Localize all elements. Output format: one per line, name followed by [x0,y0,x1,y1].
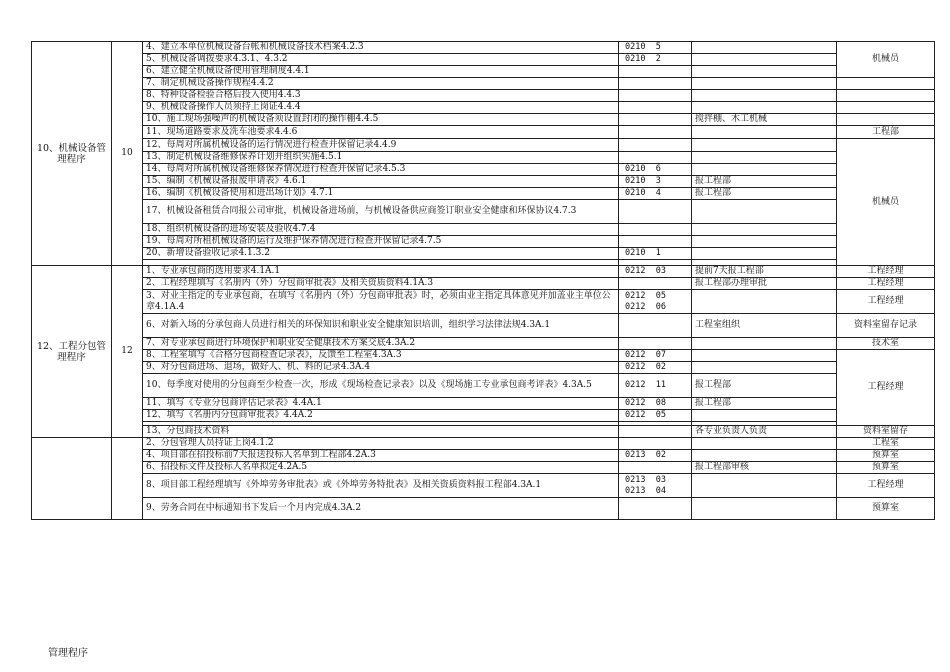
remark [692,164,837,176]
remark: 搅拌棚、木工机械 [692,114,837,126]
remark [692,126,837,139]
table-row [32,498,935,520]
remark: 报工程部审核 [692,462,837,474]
remark [692,350,837,362]
table-row [32,278,935,290]
table-row [32,462,935,474]
table-row [32,266,935,278]
remark [692,248,837,260]
responsible-party [837,78,935,90]
record-code: 0212 03 [619,266,692,278]
record-code: 0213 03 0213 04 [619,474,692,498]
procedure-group-label [32,438,112,520]
table-row [32,42,935,54]
remark [692,498,837,520]
record-code [619,224,692,236]
table-row [32,164,935,176]
table-row [32,139,935,152]
record-code [619,338,692,350]
record-code: 0213 02 [619,450,692,462]
record-code [619,126,692,139]
record-code: 0210 3 [619,176,692,188]
record-code [619,78,692,90]
requirement-text: 16、编制《机械设备使用和进出场计划》4.7.1 [143,188,619,200]
table-row [32,200,935,224]
responsible-party [837,114,935,126]
responsible-party: 机械员 [837,139,935,266]
remark [692,236,837,248]
requirement-text: 12、每周对所属机械设备的运行情况进行检查并保留记录4.4.9 [143,139,619,152]
requirement-text: 10、施工现场强噪声的机械设备须设置封闭的操作棚4.4.5 [143,114,619,126]
requirement-text: 13、分包商技术资料 [143,426,619,438]
record-code [619,102,692,114]
table-row [32,78,935,90]
responsible-party [837,102,935,114]
record-code [619,314,692,338]
requirement-text: 10、每季度对使用的分包商至少检查一次，形成《现场检查记录表》以及《现场施工专业承包商考评表》4.3A.5 [143,374,619,398]
table-row [32,188,935,200]
record-code: 0210 1 [619,248,692,260]
requirement-text: 9、劳务合同在中标通知书下发后一个月内完成4.3A.2 [143,498,619,520]
record-code: 0212 05 [619,410,692,422]
remark [692,450,837,462]
table-row [32,290,935,314]
requirement-text: 11、现场道路要求及洗车池要求4.4.6 [143,126,619,139]
requirement-text: 7、制定机械设备操作规程4.4.2 [143,78,619,90]
requirement-text: 12、填写《名册内分包商审批表》4.4A.2 [143,410,619,422]
table-row [32,438,935,450]
requirement-text: 11、填写《专业分包商评估记录表》4.4A.1 [143,398,619,410]
table-row [32,314,935,338]
requirement-text: 8、特种设备检验合格后投入使用4.4.3 [143,90,619,102]
requirement-text: 15、编制《机械设备报废申请表》4.6.1 [143,176,619,188]
footer-label: 管理程序 [48,648,88,659]
responsible-party: 工程经理 [837,350,935,426]
remark [692,410,837,422]
remark [692,90,837,102]
record-code [619,139,692,152]
record-code: 0212 08 [619,398,692,410]
requirement-text: 8、项目部工程经理填写《外埠劳务审批表》或《外埠劳务特批表》及相关资质资料报工程部4.3A.1 [143,474,619,498]
record-code [619,278,692,290]
responsible-party: 机械员 [837,42,935,78]
responsible-party [837,90,935,102]
remark [692,102,837,114]
record-code [619,66,692,78]
remark: 各专业负责人负责 [692,426,837,438]
responsible-party: 技术室 [837,338,935,350]
table-row [32,102,935,114]
responsible-party: 资料室留存 [837,426,935,438]
record-code: 0212 05 0212 06 [619,290,692,314]
responsible-party: 工程经理 [837,266,935,278]
requirement-text: 14、每周对所属机械设备维修保养情况进行检查并保留记录4.5.3 [143,164,619,176]
procedure-table [31,41,935,520]
remark [692,78,837,90]
table-row [32,90,935,102]
requirement-text: 2、工程经理填写《名册内（外）分包商审批表》及相关资质资料4.1A.3 [143,278,619,290]
table-row [32,126,935,139]
requirement-text: 7、对专业承包商进行环境保护和职业安全健康技术方案交底4.3A.2 [143,338,619,350]
record-code [619,90,692,102]
remark: 报工程部 [692,188,837,200]
responsible-party: 预算室 [837,462,935,474]
record-code [619,462,692,474]
remark [692,290,837,314]
requirement-text: 5、机械设备调拨要求4.3.1、4.3.2 [143,54,619,66]
requirement-text: 3、对业主指定的专业承包商，在填写《名册内（外）分包商审批表》时，必须由业主指定具体意见并加盖业主单位公章4.1A.4 [143,290,619,314]
remark [692,474,837,498]
responsible-party: 工程室 [837,438,935,450]
remark [692,139,837,152]
requirement-text: 9、机械设备操作人员须持上岗证4.4.4 [143,102,619,114]
remark [692,54,837,66]
record-code: 0210 6 [619,164,692,176]
requirement-text: 19、每周对所租机械设备的运行及维护保养情况进行检查并保留记录4.7.5 [143,236,619,248]
responsible-party: 预算室 [837,450,935,462]
remark: 提前7天报工程部 [692,266,837,278]
remark [692,362,837,374]
record-code: 0212 11 [619,374,692,398]
requirement-text: 1、专业承包商的选用要求4.1A.1 [143,266,619,278]
remark: 报工程部 [692,374,837,398]
table-row [32,362,935,374]
remark: 报工程部 [692,398,837,410]
record-code: 0210 2 [619,54,692,66]
procedure-group-label: 12、工程分包管理程序 [32,266,112,438]
responsible-party: 资料室留存记录 [837,314,935,338]
record-code [619,438,692,450]
record-code [619,426,692,438]
table-row [32,152,935,164]
requirement-text: 6、招投标文件及投标人名单拟定4.2A.5 [143,462,619,474]
procedure-number: 12 [112,266,143,438]
record-code: 0210 4 [619,188,692,200]
record-code [619,152,692,164]
table-row [32,66,935,78]
table-row [32,398,935,410]
table-row [32,410,935,422]
table-row [32,114,935,126]
remark: 工程室组织 [692,314,837,338]
procedure-number: 10 [112,42,143,266]
requirement-text: 9、对分包商进场、退场，做好人、机、料的记录4.3A.4 [143,362,619,374]
table-row [32,54,935,66]
remark [692,338,837,350]
table-row [32,224,935,236]
record-code [619,498,692,520]
remark [692,152,837,164]
requirement-text: 4、建立本单位机械设备台帐和机械设备技术档案4.2.3 [143,42,619,54]
requirement-text: 4、项目部在招投标前7天报送投标人名单到工程部4.2A.3 [143,450,619,462]
requirement-text: 6、建立健全机械设备使用管理制度4.4.1 [143,66,619,78]
remark: 报工程部办理审批 [692,278,837,290]
procedure-number [112,438,143,520]
requirement-text: 18、组织机械设备的进场安装及验收4.7.4 [143,224,619,236]
table-row [32,426,935,438]
responsible-party: 工程部 [837,126,935,139]
record-code [619,200,692,224]
responsible-party: 工程经理 [837,290,935,314]
table-row [32,338,935,350]
responsible-party: 工程经理 [837,278,935,290]
table-row [32,474,935,498]
responsible-party: 工程经理 [837,474,935,498]
procedure-group-label: 10、机械设备管理程序 [32,42,112,266]
record-code: 0210 5 [619,42,692,54]
record-code: 0212 02 [619,362,692,374]
table-row [32,236,935,248]
table-row [32,176,935,188]
record-code [619,236,692,248]
record-code [619,114,692,126]
requirement-text: 2、分包管理人员持证上岗4.1.2 [143,438,619,450]
requirement-text: 20、新增设备验收记录4.1.3.2 [143,248,619,260]
table-row [32,450,935,462]
remark [692,200,837,224]
requirement-text: 17、机械设备租赁合同报公司审批，机械设备进场前，与机械设备供应商签订职业安全健康和环保协议4.7.3 [143,200,619,224]
requirement-text: 13、制定机械设备维修保养计划并组织实施4.5.1 [143,152,619,164]
requirement-text: 6、对新入场的分承包商人员进行相关的环保知识和职业安全健康知识培训，组织学习法律法规4.3A.1 [143,314,619,338]
remark [692,66,837,78]
remark [692,438,837,450]
table-row [32,248,935,260]
remark: 报工程部 [692,176,837,188]
requirement-text: 8、工程室填写《合格分包商检查记录表》，反馈至工程室4.3A.3 [143,350,619,362]
table-row [32,350,935,362]
responsible-party: 预算室 [837,498,935,520]
remark [692,224,837,236]
table-row [32,374,935,398]
record-code: 0212 07 [619,350,692,362]
remark [692,42,837,54]
procedure-table-body [32,42,935,520]
